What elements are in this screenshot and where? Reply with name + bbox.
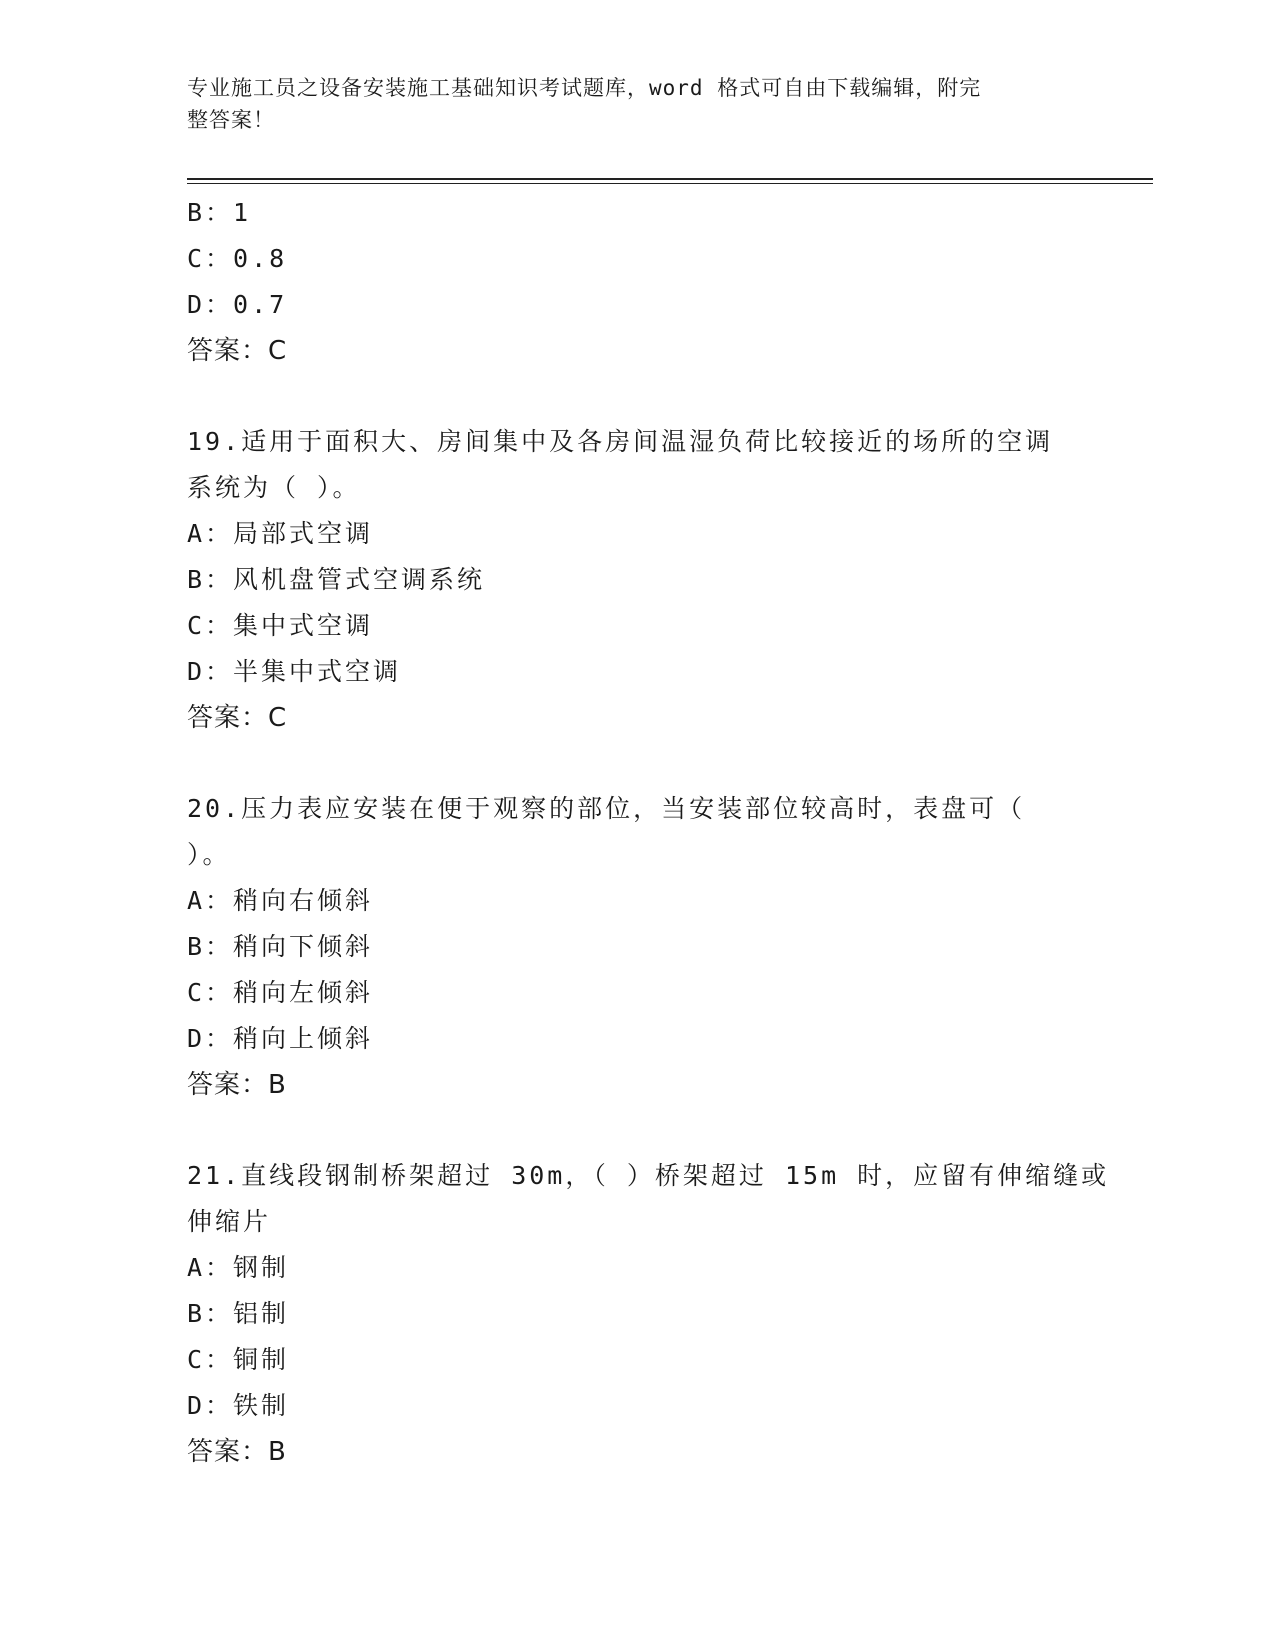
option-d: D：半集中式空调 [187, 657, 402, 686]
question-stem-line-2: 系统为（ ）。 [187, 473, 361, 502]
option-b: B：铝制 [187, 1299, 290, 1328]
question-stem-line-1: 20.压力表应安装在便于观察的部位，当安装部位较高时，表盘可（ [187, 794, 1026, 823]
header-line-2: 整答案！ [187, 108, 275, 132]
answer: 答案：B [187, 1070, 287, 1100]
answer: 答案：B [187, 1437, 287, 1467]
question-18-tail [187, 190, 1087, 374]
answer: 答案：C [187, 336, 288, 366]
option-b: B：1 [187, 198, 252, 227]
header-divider-thin [187, 183, 1153, 184]
document-body [187, 190, 1110, 1475]
option-b: B：稍向下倾斜 [187, 932, 374, 961]
question-stem-line-1: 19.适用于面积大、房间集中及各房间温湿负荷比较接近的场所的空调 [187, 427, 1054, 456]
option-c: C：0.8 [187, 244, 288, 273]
option-a: A：局部式空调 [187, 519, 374, 548]
question-stem-line-2: ）。 [187, 840, 231, 869]
option-b: B：风机盘管式空调系统 [187, 565, 486, 594]
question-21 [187, 1153, 1110, 1475]
option-d: D：稍向上倾斜 [187, 1024, 374, 1053]
option-c: C：稍向左倾斜 [187, 978, 374, 1007]
option-c: C：集中式空调 [187, 611, 374, 640]
question-stem-line-1: 21.直线段钢制桥架超过 30m，（ ）桥架超过 15m 时，应留有伸缩缝或 [187, 1161, 1110, 1190]
option-d: D：铁制 [187, 1391, 290, 1420]
answer: 答案：C [187, 703, 288, 733]
question-19 [187, 419, 1087, 741]
option-c: C：铜制 [187, 1345, 290, 1374]
header-line-1: 专业施工员之设备安装施工基础知识考试题库，word 格式可自由下载编辑，附完 [187, 76, 982, 100]
question-stem-line-2: 伸缩片 [187, 1207, 272, 1236]
option-d: D：0.7 [187, 290, 288, 319]
option-a: A：钢制 [187, 1253, 290, 1282]
question-20 [187, 786, 1087, 1108]
option-a: A：稍向右倾斜 [187, 886, 374, 915]
document-header [187, 72, 1067, 136]
header-divider-thick [187, 178, 1153, 180]
